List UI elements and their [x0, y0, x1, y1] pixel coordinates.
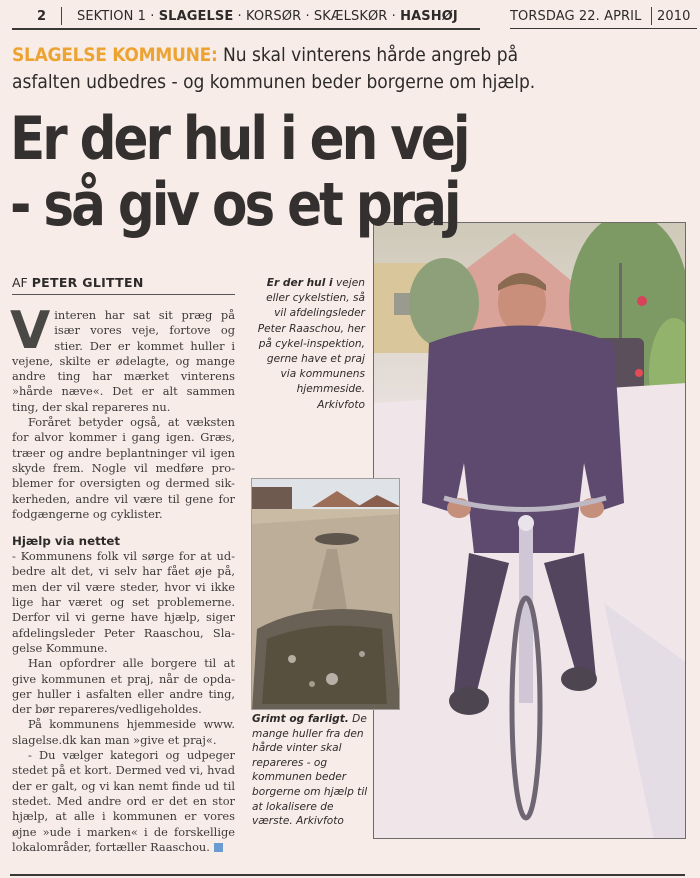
page-number: 2 — [37, 9, 47, 24]
headline-line-1: Er der hul i en vej — [10, 104, 468, 174]
issue-date: TORSDAG 22. APRIL — [510, 9, 642, 24]
paragraph: - Kommunens folk vil sørge for at ud-bedre alt det, vi selv har fået øje på, men der vil være steder, hvor vi ikke lige har været og set problemerne. Derfor vil vi gerne have hjælp, siger afdelingsleder Peter Raaschou, Sla-gelse Kommune. — [12, 549, 235, 655]
byline — [12, 275, 235, 295]
page-header — [0, 0, 700, 34]
paragraph — [10, 301, 235, 415]
paragraph: På kommunens hjemmeside www. slagelse.dk kan man »give et praj«. — [12, 717, 235, 747]
paragraph-text: interen har sat sit præg på især vores veje, fortove og stier. Der er kommet huller i vejene, skilte er ødelagte, og mange andre ting har mærket vinterens »hårde næve«. Det er alt sammen ting, der skal repareres nu. — [12, 308, 235, 414]
kicker-label: SLAGELSE KOMMUNE: — [12, 44, 218, 66]
cyclist-photo — [373, 222, 686, 839]
town-slagelse: SLAGELSE — [158, 9, 234, 24]
paragraph — [12, 748, 235, 855]
issue-year: 2010 — [657, 9, 691, 24]
paragraph: Han opfordrer alle borgere til at give kommunen et praj, når de opda-ger huller i asfalten eller andre ting, der bør repareres/vedligeholdes. — [12, 656, 235, 717]
caption-text: De mange huller fra den hårde vinter skal repareres - og kommunen beder borgerne om hjælp til at lokalisere de værste. Arkivfoto — [252, 713, 368, 828]
headline — [10, 106, 526, 238]
paragraph: Foråret betyder også, at væksten for alvor kommer i gang igen. Græs, træer og andre beplantninger vil igen skyde frem. Nogle vil medføre pro-blemer for oversigten og dermed sik-kerheden, andre vil være til gene for fodgængerne og cyklister. — [12, 415, 235, 521]
cyclist-photo-image — [374, 223, 686, 839]
byline-prefix: AF — [12, 275, 32, 290]
section-label — [77, 9, 458, 24]
caption-text: vejen eller cykelstien, så vil afdelingsleder Peter Raaschou, her på cykel-inspektion, gerne have et praj via kommunens hjemmeside. Arkivfoto — [257, 277, 365, 411]
kicker-text: Nu skal vinterens hårde angreb på asfalten udbedres - og kommunen beder borgerne om hjælp. — [12, 44, 536, 93]
paragraph-text: - Du vælger kategori og udpeger stedet på et kort. Dermed ved vi, hvad der er galt, og vi kan nemt finde ud til stedet. Med andre ord er det en stor hjælp, at alle i kommunen er vores øjne »ude i marken« i de forskellige lokalområder, fortæller Raaschou. — [12, 748, 235, 854]
header-rule — [12, 28, 480, 30]
drop-cap: V — [10, 301, 51, 361]
caption-lead: Er der hul i — [266, 277, 333, 289]
kicker — [12, 42, 572, 96]
headline-line-2: - så giv os et praj — [10, 170, 459, 240]
subheading: Hjælp via nettet — [12, 534, 120, 549]
pothole-photo-image — [252, 479, 400, 710]
bottom-rule — [10, 874, 685, 876]
header-rule — [510, 28, 697, 29]
header-divider — [61, 7, 62, 25]
cyclist-caption — [252, 276, 365, 413]
pothole-caption — [252, 712, 374, 829]
byline-author: PETER GLITTEN — [31, 275, 144, 290]
end-mark-icon — [214, 843, 223, 852]
caption-lead: Grimt og farligt. — [252, 713, 349, 725]
article-body — [10, 301, 235, 855]
header-divider — [651, 7, 652, 25]
town-list: · KORSØR · SKÆLSKØR · — [233, 9, 401, 24]
town-hashoj: HASHØJ — [400, 9, 458, 24]
section-name: SEKTION 1 · — [77, 9, 159, 24]
pothole-photo — [251, 478, 400, 710]
